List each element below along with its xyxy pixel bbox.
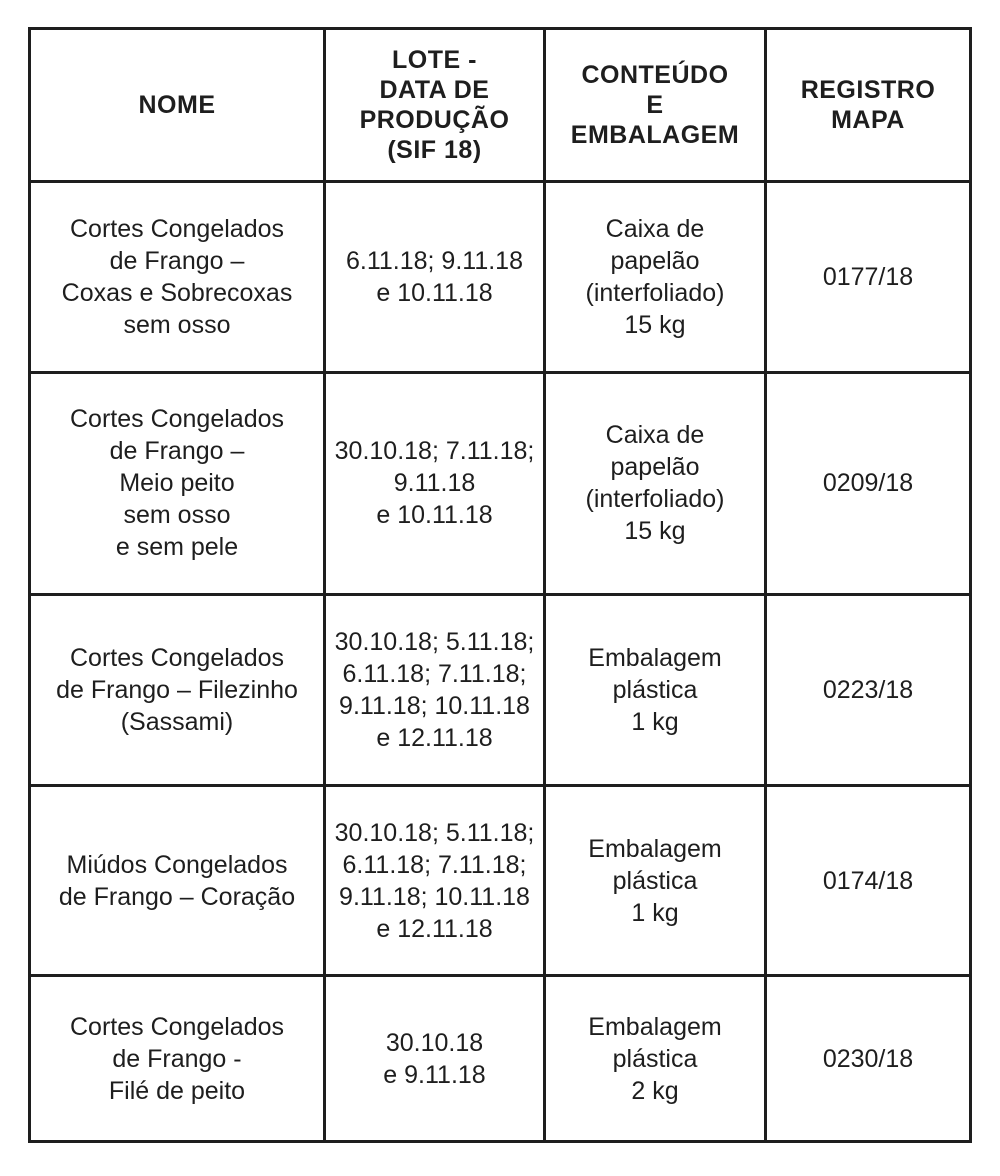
cell-lote: 30.10.18; 7.11.18; 9.11.18 e 10.11.18 [325, 372, 545, 595]
cell-nome: Cortes Congelados de Frango - Filé de peito [30, 976, 325, 1142]
table-row [30, 976, 971, 1142]
header-lote: LOTE - DATA DE PRODUÇÃO (SIF 18) [325, 29, 545, 182]
table-row [30, 182, 971, 373]
table-row [30, 785, 971, 976]
header-conteudo: CONTEÚDO E EMBALAGEM [545, 29, 766, 182]
cell-registro: 0209/18 [766, 372, 971, 595]
cell-nome: Cortes Congelados de Frango – Meio peito sem osso e sem pele [30, 372, 325, 595]
cell-registro: 0177/18 [766, 182, 971, 373]
cell-conteudo: Caixa de papelão (interfoliado) 15 kg [545, 372, 766, 595]
cell-nome: Miúdos Congelados de Frango – Coração [30, 785, 325, 976]
cell-registro: 0174/18 [766, 785, 971, 976]
table-row [30, 372, 971, 595]
cell-lote: 6.11.18; 9.11.18 e 10.11.18 [325, 182, 545, 373]
recall-table [28, 27, 972, 1143]
cell-conteudo: Embalagem plástica 1 kg [545, 595, 766, 786]
cell-registro: 0230/18 [766, 976, 971, 1142]
cell-nome: Cortes Congelados de Frango – Coxas e Sobrecoxas sem osso [30, 182, 325, 373]
cell-nome: Cortes Congelados de Frango – Filezinho (Sassami) [30, 595, 325, 786]
cell-conteudo: Embalagem plástica 2 kg [545, 976, 766, 1142]
cell-conteudo: Embalagem plástica 1 kg [545, 785, 766, 976]
header-row [30, 29, 971, 182]
table-row [30, 595, 971, 786]
cell-registro: 0223/18 [766, 595, 971, 786]
header-nome: NOME [30, 29, 325, 182]
cell-lote: 30.10.18; 5.11.18; 6.11.18; 7.11.18; 9.11.18; 10.11.18 e 12.11.18 [325, 785, 545, 976]
cell-lote: 30.10.18 e 9.11.18 [325, 976, 545, 1142]
cell-conteudo: Caixa de papelão (interfoliado) 15 kg [545, 182, 766, 373]
header-registro: REGISTRO MAPA [766, 29, 971, 182]
cell-lote: 30.10.18; 5.11.18; 6.11.18; 7.11.18; 9.11.18; 10.11.18 e 12.11.18 [325, 595, 545, 786]
